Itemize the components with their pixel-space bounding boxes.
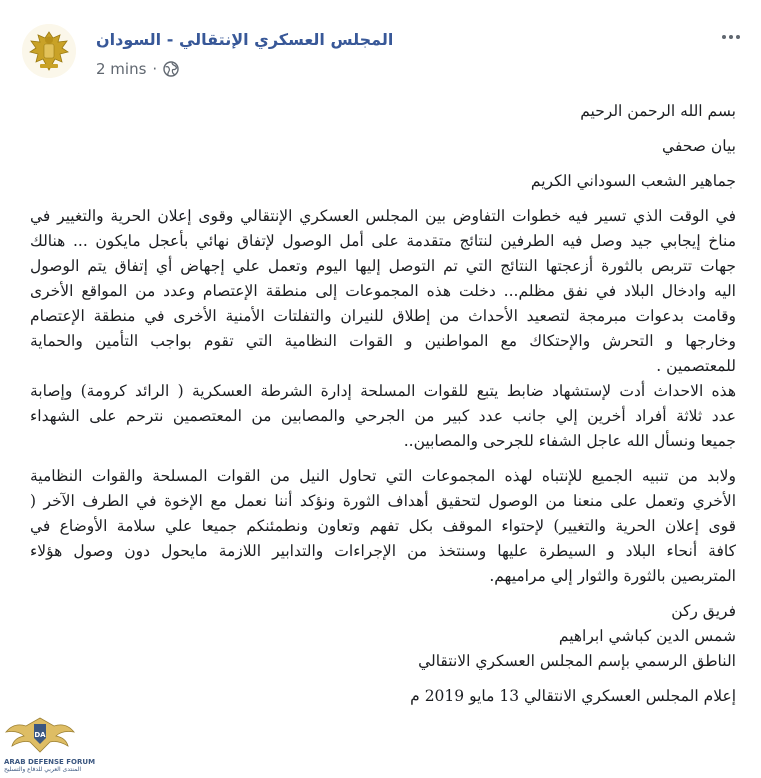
globe-icon[interactable] [163, 61, 179, 77]
post-timestamp[interactable]: 2 mins [96, 60, 147, 78]
post-line: عدد ثلاثة أفراد أخرين إلي جانب عدد كبير من الجرحي والمصابين من المعتصمين نترحم على الشهداء [30, 407, 736, 425]
watermark-title: ARAB DEFENSE FORUM [4, 758, 96, 766]
post-line: قوى إعلان الحرية والتغيير) لإحتواء الموقف بكل تفهم وتعاون ونطمئنكم جميعا علي سلامة الأوضاع في [30, 517, 736, 535]
post-line: جهات تتربص بالثورة أزعجتها النتائج التي تم التوصل إليها اليوم وتعمل علي إجهاض أي إتفاق يتم الوصول [30, 257, 736, 275]
post-footer-date: إعلام المجلس العسكري الانتقالي 13 مايو 2019 م [410, 687, 736, 705]
more-options-button[interactable] [716, 26, 746, 48]
sudan-emblem-icon [22, 24, 76, 78]
page-avatar[interactable] [22, 24, 76, 78]
post-line: مناخ إيجابي جيد وصل فيه الطرفين لنتائج متقدمة على أمل الوصول لإتفاق نهائي بأعجل مايكون ... هنالك [30, 232, 736, 250]
signature-title: الناطق الرسمي بإسم المجلس العسكري الانتقالي [418, 652, 736, 670]
post-body [30, 99, 736, 709]
post-line: للمعتصمين . [656, 357, 736, 375]
page-name-link[interactable]: المجلس العسكري الإنتقالي - السودان [96, 30, 394, 49]
post-line: وخارجها و التحرش والإحتكاك مع المواطنين و القوات النظامية التي تقوم بواجب التأمين والحماية [30, 332, 736, 350]
svg-text:DA: DA [34, 731, 46, 739]
watermark-subtitle: المنتدى العربي للدفاع والتسليح [4, 766, 81, 773]
post-line: هذه الاحداث أدت لإستشهاد ضابط يتبع للقوات المسلحة إدارة الشرطة العسكرية ( الرائد كرومة) وإصابة [30, 382, 736, 400]
post-line: المتربصين بالثورة والثوار إلي مراميهم. [489, 567, 736, 585]
post-meta [96, 60, 179, 78]
post-line: في الوقت الذي تسير فيه خطوات التفاوض بين المجلس العسكري الإنتقالي وقوى إعلان الحرية والتغيير في [30, 207, 736, 225]
signature-name: شمس الدين كباشي ابراهيم [558, 627, 736, 645]
post-line: الأخري وتعمل على منعنا من الوصول لتحقيق أهداف الثورة ونؤكد أننا نعمل مع الإخوة في الطرف الآخر ( [30, 492, 736, 510]
more-horizontal-icon [722, 35, 726, 39]
post-line: اليه وادخال البلاد في نفق مظلم... دخلت هذه المجموعات إلى منطقة الإعتصام وعدد من المواقع الأخرى [30, 282, 736, 300]
post-line: كافة أنحاء البلاد و السيطرة عليها وسنتخذ من الإجراءات والتدابير اللازمة مايحول دون وصول هؤلاء [30, 542, 736, 560]
forum-watermark [4, 712, 96, 776]
post-line: جماهير الشعب السوداني الكريم [530, 172, 736, 190]
winged-shield-icon [4, 712, 76, 756]
signature-rank: فريق ركن [671, 602, 736, 620]
post-line: ولابد من تنبيه الجميع للإنتباه لهذه المجموعات التي تحاول النيل من القوات المسلحة والقوات النظامية [30, 467, 736, 485]
post-line: وقامت بدعوات مبرمجة لتصعيد الأحداث من إطلاق للنيران والتفلتات الأمنية الأخرى في منطقة الإعتصام [30, 307, 736, 325]
post-line: بسم الله الرحمن الرحيم [580, 102, 736, 120]
post-line: جميعا ونسأل الله عاجل الشفاء للجرحى والمصابين.. [403, 432, 736, 450]
post-line: بيان صحفي [662, 137, 736, 155]
meta-separator: · [152, 60, 158, 78]
